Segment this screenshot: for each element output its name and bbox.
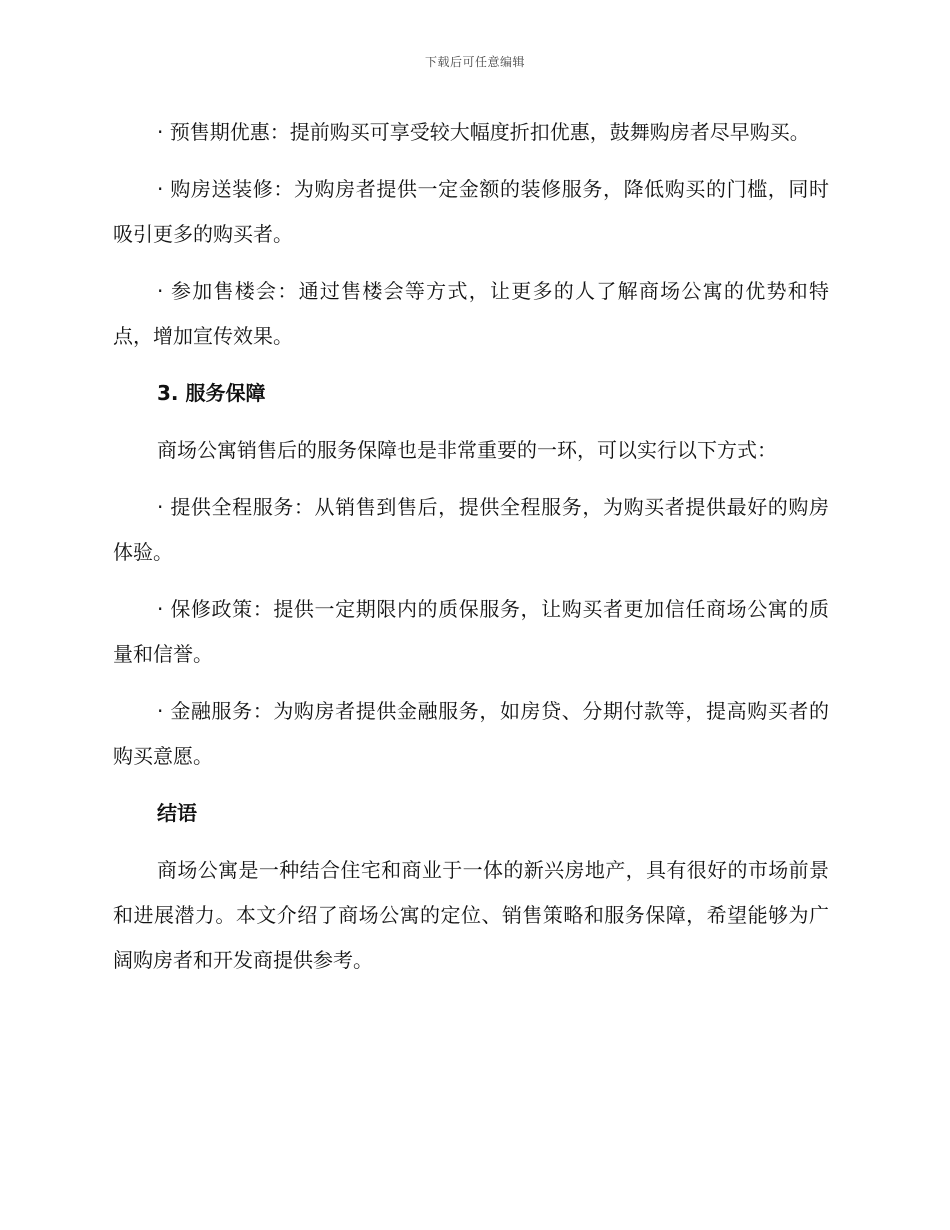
section-intro-service: 商场公寓销售后的服务保障也是非常重要的一环，可以实行以下方式： — [157, 438, 777, 462]
section-heading-service: 3. 服务保障 — [157, 381, 266, 405]
bullet-free-decoration: · 购房送装修：为购房者提供一定金额的装修服务，降低购买的门槛，同时吸引更多的购买者。 — [113, 177, 829, 246]
header-note: 下载后可任意编辑 — [424, 55, 525, 69]
bullet-sales-event: · 参加售楼会：通过售楼会等方式，让更多的人了解商场公寓的优势和特点，增加宣传效果。 — [113, 279, 829, 348]
section-heading-conclusion: 结语 — [157, 801, 197, 825]
bullet-financial-service: · 金融服务：为购房者提供金融服务，如房贷、分期付款等，提高购买者的购买意愿。 — [113, 699, 829, 768]
bullet-presale-discount: · 预售期优惠：提前购买可享受较大幅度折扣优惠，鼓舞购房者尽早购买。 — [157, 120, 810, 144]
bullet-warranty-policy: · 保修政策：提供一定期限内的质保服务，让购买者更加信任商场公寓的质量和信誉。 — [113, 597, 829, 666]
conclusion-paragraph: 商场公寓是一种结合住宅和商业于一体的新兴房地产，具有很好的市场前景和进展潜力。本文介绍了商场公寓的定位、销售策略和服务保障，希望能够为广阔购房者和开发商提供参考。 — [113, 858, 829, 972]
bullet-full-service: · 提供全程服务：从销售到售后，提供全程服务，为购买者提供最好的购房体验。 — [113, 495, 829, 564]
document-body — [113, 110, 829, 983]
